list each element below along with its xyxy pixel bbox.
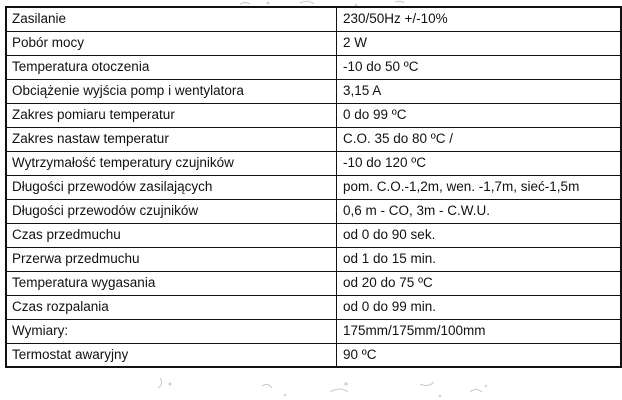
- param-cell: Temperatura otoczenia: [6, 55, 337, 79]
- value-cell: -10 do 120 ºC: [337, 151, 622, 175]
- value-cell: 3,15 A: [337, 79, 622, 103]
- value-cell: C.O. 35 do 80 ºC /: [337, 127, 622, 151]
- table-row: [6, 319, 621, 343]
- table-row: [6, 79, 621, 103]
- value-cell: 0,6 m - CO, 3m - C.W.U.: [337, 199, 622, 223]
- value-cell: 175mm/175mm/100mm: [337, 319, 622, 343]
- value-cell: od 0 do 99 min.: [337, 295, 622, 319]
- specifications-table-body: [6, 7, 621, 367]
- param-cell: Długości przewodów czujników: [6, 199, 337, 223]
- param-cell: Długości przewodów zasilających: [6, 175, 337, 199]
- value-cell: od 1 do 15 min.: [337, 247, 622, 271]
- param-cell: Przerwa przedmuchu: [6, 247, 337, 271]
- table-row: [6, 295, 621, 319]
- value-cell: od 0 do 90 sek.: [337, 223, 622, 247]
- table-row: [6, 271, 621, 295]
- value-cell: pom. C.O.-1,2m, wen. -1,7m, sieć-1,5m: [337, 175, 622, 199]
- value-cell: 90 ºC: [337, 343, 622, 367]
- param-cell: Termostat awaryjny: [6, 343, 337, 367]
- param-cell: Zakres nastaw temperatur: [6, 127, 337, 151]
- table-row: [6, 343, 621, 367]
- table-row: [6, 55, 621, 79]
- param-cell: Czas rozpalania: [6, 295, 337, 319]
- param-cell: Wytrzymałość temperatury czujników: [6, 151, 337, 175]
- table-row: [6, 127, 621, 151]
- table-row: [6, 199, 621, 223]
- param-cell: Obciążenie wyjścia pomp i wentylatora: [6, 79, 337, 103]
- value-cell: od 20 do 75 ºC: [337, 271, 622, 295]
- table-row: [6, 223, 621, 247]
- value-cell: -10 do 50 ºC: [337, 55, 622, 79]
- value-cell: 2 W: [337, 31, 622, 55]
- param-cell: Zakres pomiaru temperatur: [6, 103, 337, 127]
- value-cell: 230/50Hz +/-10%: [337, 7, 622, 31]
- value-cell: 0 do 99 ºC: [337, 103, 622, 127]
- table-row: [6, 31, 621, 55]
- table-row: [6, 103, 621, 127]
- param-cell: Wymiary:: [6, 319, 337, 343]
- param-cell: Temperatura wygasania: [6, 271, 337, 295]
- param-cell: Zasilanie: [6, 7, 337, 31]
- specifications-table: [5, 6, 622, 368]
- table-row: [6, 247, 621, 271]
- param-cell: Czas przedmuchu: [6, 223, 337, 247]
- table-row: [6, 151, 621, 175]
- table-row: [6, 7, 621, 31]
- param-cell: Pobór mocy: [6, 31, 337, 55]
- table-row: [6, 175, 621, 199]
